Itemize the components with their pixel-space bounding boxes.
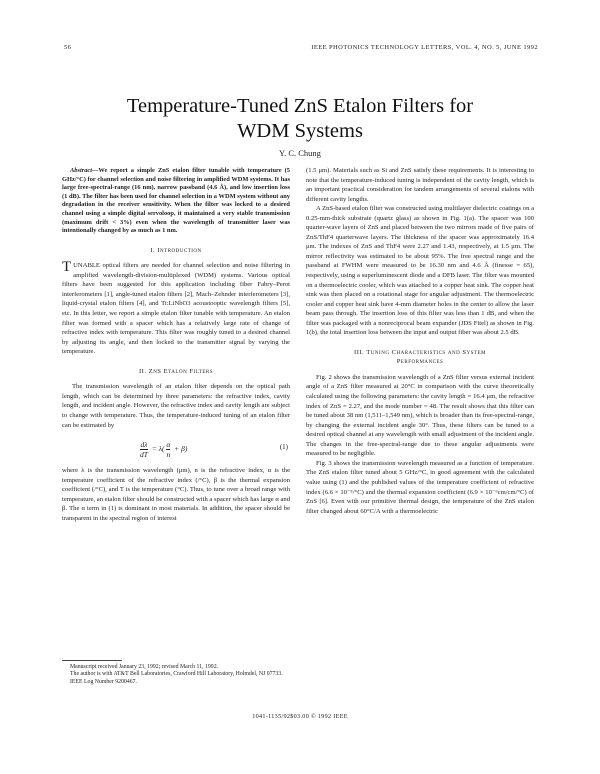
section-heading-tuning-line-2: Performances [396,358,444,366]
equation-1 [62,436,290,462]
equation-rhs-fraction [166,440,170,459]
running-header [0,44,600,56]
author-name: Y. C. Chung [279,148,321,158]
journal-info: IEEE PHOTONICS TECHNOLOGY LETTERS, VOL. 4, NO. 5, JUNE 1992 [311,44,538,51]
equation-number: (1) [279,443,288,452]
paper-title [60,94,540,144]
equation-rhs: = λ( [151,444,165,454]
title-line-2: WDM Systems [237,120,363,142]
page-number: 56 [64,44,72,51]
section-heading-introduction: I. Introduction [150,246,202,254]
title-line-1: Temperature-Tuned ZnS Etalon Filters for [126,95,474,117]
section-heading-tuning-line-1: III. Tuning Characteristics and System [354,348,486,356]
abstract-label: Abstract— [70,167,99,174]
footnote-log-number: IEEE Log Number 9200467. [70,678,137,685]
section-heading-tuning [306,348,534,367]
abstract [62,167,290,236]
footnote-affiliation: The author is with AT&T Bell Laboratories, Crawford Hill Laboratory, Holmdel, NJ 07733. [70,671,283,678]
zns-etalon-paragraph-1: The transmission wavelength of an etalon filter depends on the optical path length, which can be determined by three parameters: the refractive index, cavity length, and incident angle. However, the refractive index and cavity length are subject to change with temperature. Thus, the temperature-induced tuning of an etalon filter can be estimated by [62,383,290,429]
footnotes [62,660,290,686]
zns-etalon-paragraph-2: where λ is the transmission wavelength (μm), n is the refractive index, α is the temperature coefficient of the refractive index (/°C), β is the thermal expansion coefficient (/°C), and T is the temperature (°C). Thus, to tune over a broad range with temperature, an etalon filter should be constructed with a spacer which has large α and β. The α term in (1) is dominant in most materials. In addition, the spacer should be transparent in the spectral region of interest [62,467,290,522]
equation-lhs-fraction [140,440,148,459]
right-paragraph-4: Fig. 3 shows the transmission wavelength measured as a function of temperature. The ZnS etalon filter tuned about 5 GHz/°C, in good agreement with the calculated value using (1) and the published values of the temperature coefficient of refractive index (6.6 × 10⁻⁵/°C) and the thermal expansion coefficient (6.9 × 10⁻⁶cm/cm/°C) of ZnS [6]. Even with our primitive thermal design, the temperature of the ZnS etalon filter changed about 60°C/A with a thermoelectric [306,459,534,515]
equation-lhs-numerator: dλ [140,440,148,450]
right-paragraph-3: Fig. 2 shows the transmission wavelength of a ZnS filter versus external incident angle of a ZnS filter measured at 20°C in comparison with the curve theoretically calculated using the following parameters: the cavity length = 16.4 μm, the refractive index of ZnS = 2.27, and the mode number = 48. The result shows that this filter can be tuned about 38 nm (1,511–1,549 nm), which is broader than its free-spectral-range, by changing the external incident angle 30°. Thus, these filters can be tuned to a desired optical channel at any wavelength with small adjustment of the incident angle. The changes in the free-spectral-range due to these angular adjustments were measured to be negligible. [306,373,534,458]
copyright-line: 1041-1135/92$03.00 © 1992 IEEE [252,713,348,720]
footnote-rule [62,660,122,661]
right-paragraph-2: A ZnS-based etalon filter was constructed using multilayer dielectric coatings on a 0.25-mm-thick substrate (quartz glass) as shown in Fig. 1(a). The spacer was 100 quarter-wave layers of ZnS and placed between the two mirrors made of five pairs of ZnS/ThF4 quarterwave layers. The thickness of the spacer was approximately 16.4 μm. The indexes of ZnS and ThF4 were 2.27 and 1.43, respectively, at 1.5 μm. The mirror reflectivity was estimated to be about 95%. The free spectral range and the passband at FWHM were measured to be 16.30 nm and 4.6 Å (finesse = 65), respectively, using a superluminescent diode and a DFB laser. The filter was mounted on a thermoelectric cooler, which was attached to a copper heat sink. The copper heat sink was then placed on a rotational stage for angular adjustment. The thermoelectric cooler and copper heat sink have 4-mm diameter holes in the center to allow the laser beam pass through. The insertion loss of this filter was less than 1 dB, and when the filter was packaged with a nonreciprocal beam expander (JDS Fitel) as shown in Fig. 1(b), the total insertion loss between the input and output fiber was about 2.5 dB. [306,205,534,337]
equation-lhs-denominator: dT [140,450,148,460]
right-column [306,166,534,516]
equation-body [140,440,187,459]
footnote-received: Manuscript received January 23, 1992; revised March 11, 1992. [70,664,219,670]
introduction-paragraph: TUNABLE optical filters are needed for channel selection and noise filtering in amplified wavelength-division-multiplexed (WDM) systems. Various optical filters have been suggested for this application including fiber Fabry–Perot interferometers [1], angle-tuned etalon filters [2], Mach–Zehnder interferometers [3], liquid-crystal etalon filters [4], and Ti:LiNbO3 acoustooptic wavelength filters [5], etc. In this letter, we report a simple etalon filter tunable with temperature. An etalon filter was formed with a spacer which has a relatively large rate of change of refractive index with temperature. This filter was roughly tuned to a desired channel by adjusting its angle, and then locked to the transmitter signal by varying the temperature. [62,259,290,356]
right-paragraph-1: (1.5 μm). Materials such as Si and ZnS satisfy these requirements. It is interesting to note that the temperature-induced tuning is independent of the cavity length, which is an important practical consideration for tandem arrangements of several etalons with different cavity lengths. [306,167,534,203]
left-column [62,166,290,523]
equation-rhs-numerator: α [166,440,171,450]
abstract-text: We report a simple ZnS etalon filter tunable with temperature (5 GHz/°C) for channel selection and noise filtering in amplified WDM systems. It has large free-spectral-range (16 nm), narrow passband (4.6 Å), and low insertion loss (1 dB). The filter has been used for channel selection in a WDM system without any degradation in the receiver sensitivity. When the filter was locked to a desired channel using a simple digital servoloop, it maintained a very stable transmission (maximum drift < 3%) even when the wavelength of transmitter laser was intentionally changed by as much as 1 nm. [62,167,290,235]
section-heading-zns-etalon: II. ZnS Etalon Filters [138,367,213,375]
equation-rhs-denominator: n [166,450,171,460]
equation-rhs-tail: + β) [174,444,188,454]
